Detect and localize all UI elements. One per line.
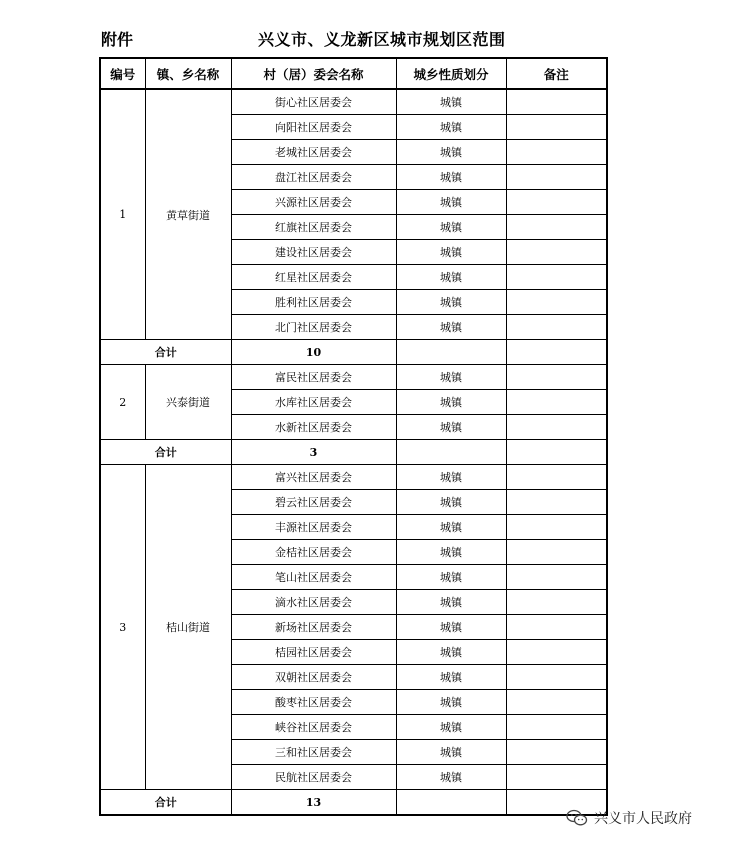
group-number-cell: 1	[100, 89, 145, 340]
committee-name-cell: 笔山社区居委会	[231, 565, 396, 590]
subtotal-type-cell	[396, 790, 506, 816]
group-number-cell: 3	[100, 465, 145, 790]
column-header-note: 备注	[506, 58, 607, 89]
area-type-cell: 城镇	[396, 390, 506, 415]
area-type-cell: 城镇	[396, 740, 506, 765]
subtotal-count: 10	[231, 340, 396, 365]
subtotal-row	[100, 340, 607, 365]
table-body	[100, 89, 607, 815]
area-type-cell: 城镇	[396, 190, 506, 215]
committee-name-cell: 滴水社区居委会	[231, 590, 396, 615]
committee-name-cell: 双朝社区居委会	[231, 665, 396, 690]
area-type-cell: 城镇	[396, 515, 506, 540]
planning-area-table	[99, 57, 608, 816]
column-header-town: 镇、乡名称	[145, 58, 231, 89]
column-header-committee: 村（居）委会名称	[231, 58, 396, 89]
area-type-cell: 城镇	[396, 590, 506, 615]
committee-name-cell: 三和社区居委会	[231, 740, 396, 765]
note-cell	[506, 465, 607, 490]
note-cell	[506, 415, 607, 440]
subtotal-label: 合计	[100, 790, 231, 816]
committee-name-cell: 丰源社区居委会	[231, 515, 396, 540]
table-row	[100, 365, 607, 390]
note-cell	[506, 89, 607, 115]
committee-name-cell: 富民社区居委会	[231, 365, 396, 390]
area-type-cell: 城镇	[396, 415, 506, 440]
area-type-cell: 城镇	[396, 665, 506, 690]
note-cell	[506, 640, 607, 665]
note-cell	[506, 615, 607, 640]
committee-name-cell: 红星社区居委会	[231, 265, 396, 290]
note-cell	[506, 215, 607, 240]
subtotal-row	[100, 790, 607, 816]
committee-name-cell: 盘江社区居委会	[231, 165, 396, 190]
area-type-cell: 城镇	[396, 365, 506, 390]
area-type-cell: 城镇	[396, 615, 506, 640]
subtotal-label: 合计	[100, 440, 231, 465]
table-row	[100, 89, 607, 115]
area-type-cell: 城镇	[396, 165, 506, 190]
note-cell	[506, 715, 607, 740]
note-cell	[506, 740, 607, 765]
town-name-cell: 黄草街道	[145, 89, 231, 340]
group-number-cell: 2	[100, 365, 145, 440]
subtotal-label: 合计	[100, 340, 231, 365]
town-name-cell: 兴泰街道	[145, 365, 231, 440]
committee-name-cell: 桔园社区居委会	[231, 640, 396, 665]
note-cell	[506, 290, 607, 315]
committee-name-cell: 富兴社区居委会	[231, 465, 396, 490]
area-type-cell: 城镇	[396, 140, 506, 165]
subtotal-count: 3	[231, 440, 396, 465]
table-header-row	[100, 58, 607, 89]
area-type-cell: 城镇	[396, 690, 506, 715]
note-cell	[506, 490, 607, 515]
note-cell	[506, 540, 607, 565]
committee-name-cell: 水新社区居委会	[231, 415, 396, 440]
wechat-icon	[566, 809, 588, 827]
subtotal-type-cell	[396, 440, 506, 465]
area-type-cell: 城镇	[396, 290, 506, 315]
column-header-type: 城乡性质划分	[396, 58, 506, 89]
area-type-cell: 城镇	[396, 715, 506, 740]
area-type-cell: 城镇	[396, 540, 506, 565]
committee-name-cell: 酸枣社区居委会	[231, 690, 396, 715]
committee-name-cell: 向阳社区居委会	[231, 115, 396, 140]
committee-name-cell: 碧云社区居委会	[231, 490, 396, 515]
committee-name-cell: 金桔社区居委会	[231, 540, 396, 565]
note-cell	[506, 315, 607, 340]
note-cell	[506, 515, 607, 540]
note-cell	[506, 115, 607, 140]
note-cell	[506, 365, 607, 390]
note-cell	[506, 690, 607, 715]
area-type-cell: 城镇	[396, 315, 506, 340]
note-cell	[506, 390, 607, 415]
committee-name-cell: 水库社区居委会	[231, 390, 396, 415]
area-type-cell: 城镇	[396, 565, 506, 590]
area-type-cell: 城镇	[396, 640, 506, 665]
committee-name-cell: 兴源社区居委会	[231, 190, 396, 215]
area-type-cell: 城镇	[396, 465, 506, 490]
attachment-label: 附件	[101, 30, 134, 49]
note-cell	[506, 190, 607, 215]
column-header-number: 编号	[100, 58, 145, 89]
subtotal-count: 13	[231, 790, 396, 816]
area-type-cell: 城镇	[396, 215, 506, 240]
note-cell	[506, 265, 607, 290]
committee-name-cell: 新场社区居委会	[231, 615, 396, 640]
committee-name-cell: 胜利社区居委会	[231, 290, 396, 315]
subtotal-row	[100, 440, 607, 465]
watermark	[566, 808, 692, 828]
area-type-cell: 城镇	[396, 265, 506, 290]
note-cell	[506, 240, 607, 265]
committee-name-cell: 红旗社区居委会	[231, 215, 396, 240]
table-row	[100, 465, 607, 490]
area-type-cell: 城镇	[396, 240, 506, 265]
committee-name-cell: 民航社区居委会	[231, 765, 396, 790]
watermark-text: 兴义市人民政府	[594, 811, 692, 827]
note-cell	[506, 590, 607, 615]
town-name-cell: 桔山街道	[145, 465, 231, 790]
area-type-cell: 城镇	[396, 765, 506, 790]
subtotal-note-cell	[506, 340, 607, 365]
note-cell	[506, 140, 607, 165]
subtotal-type-cell	[396, 340, 506, 365]
committee-name-cell: 街心社区居委会	[231, 89, 396, 115]
document-title: 兴义市、义龙新区城市规划区范围	[258, 30, 506, 49]
committee-name-cell: 老城社区居委会	[231, 140, 396, 165]
committee-name-cell: 峡谷社区居委会	[231, 715, 396, 740]
area-type-cell: 城镇	[396, 490, 506, 515]
note-cell	[506, 665, 607, 690]
committee-name-cell: 建设社区居委会	[231, 240, 396, 265]
subtotal-note-cell	[506, 440, 607, 465]
note-cell	[506, 565, 607, 590]
area-type-cell: 城镇	[396, 115, 506, 140]
note-cell	[506, 165, 607, 190]
note-cell	[506, 765, 607, 790]
area-type-cell: 城镇	[396, 89, 506, 115]
committee-name-cell: 北门社区居委会	[231, 315, 396, 340]
